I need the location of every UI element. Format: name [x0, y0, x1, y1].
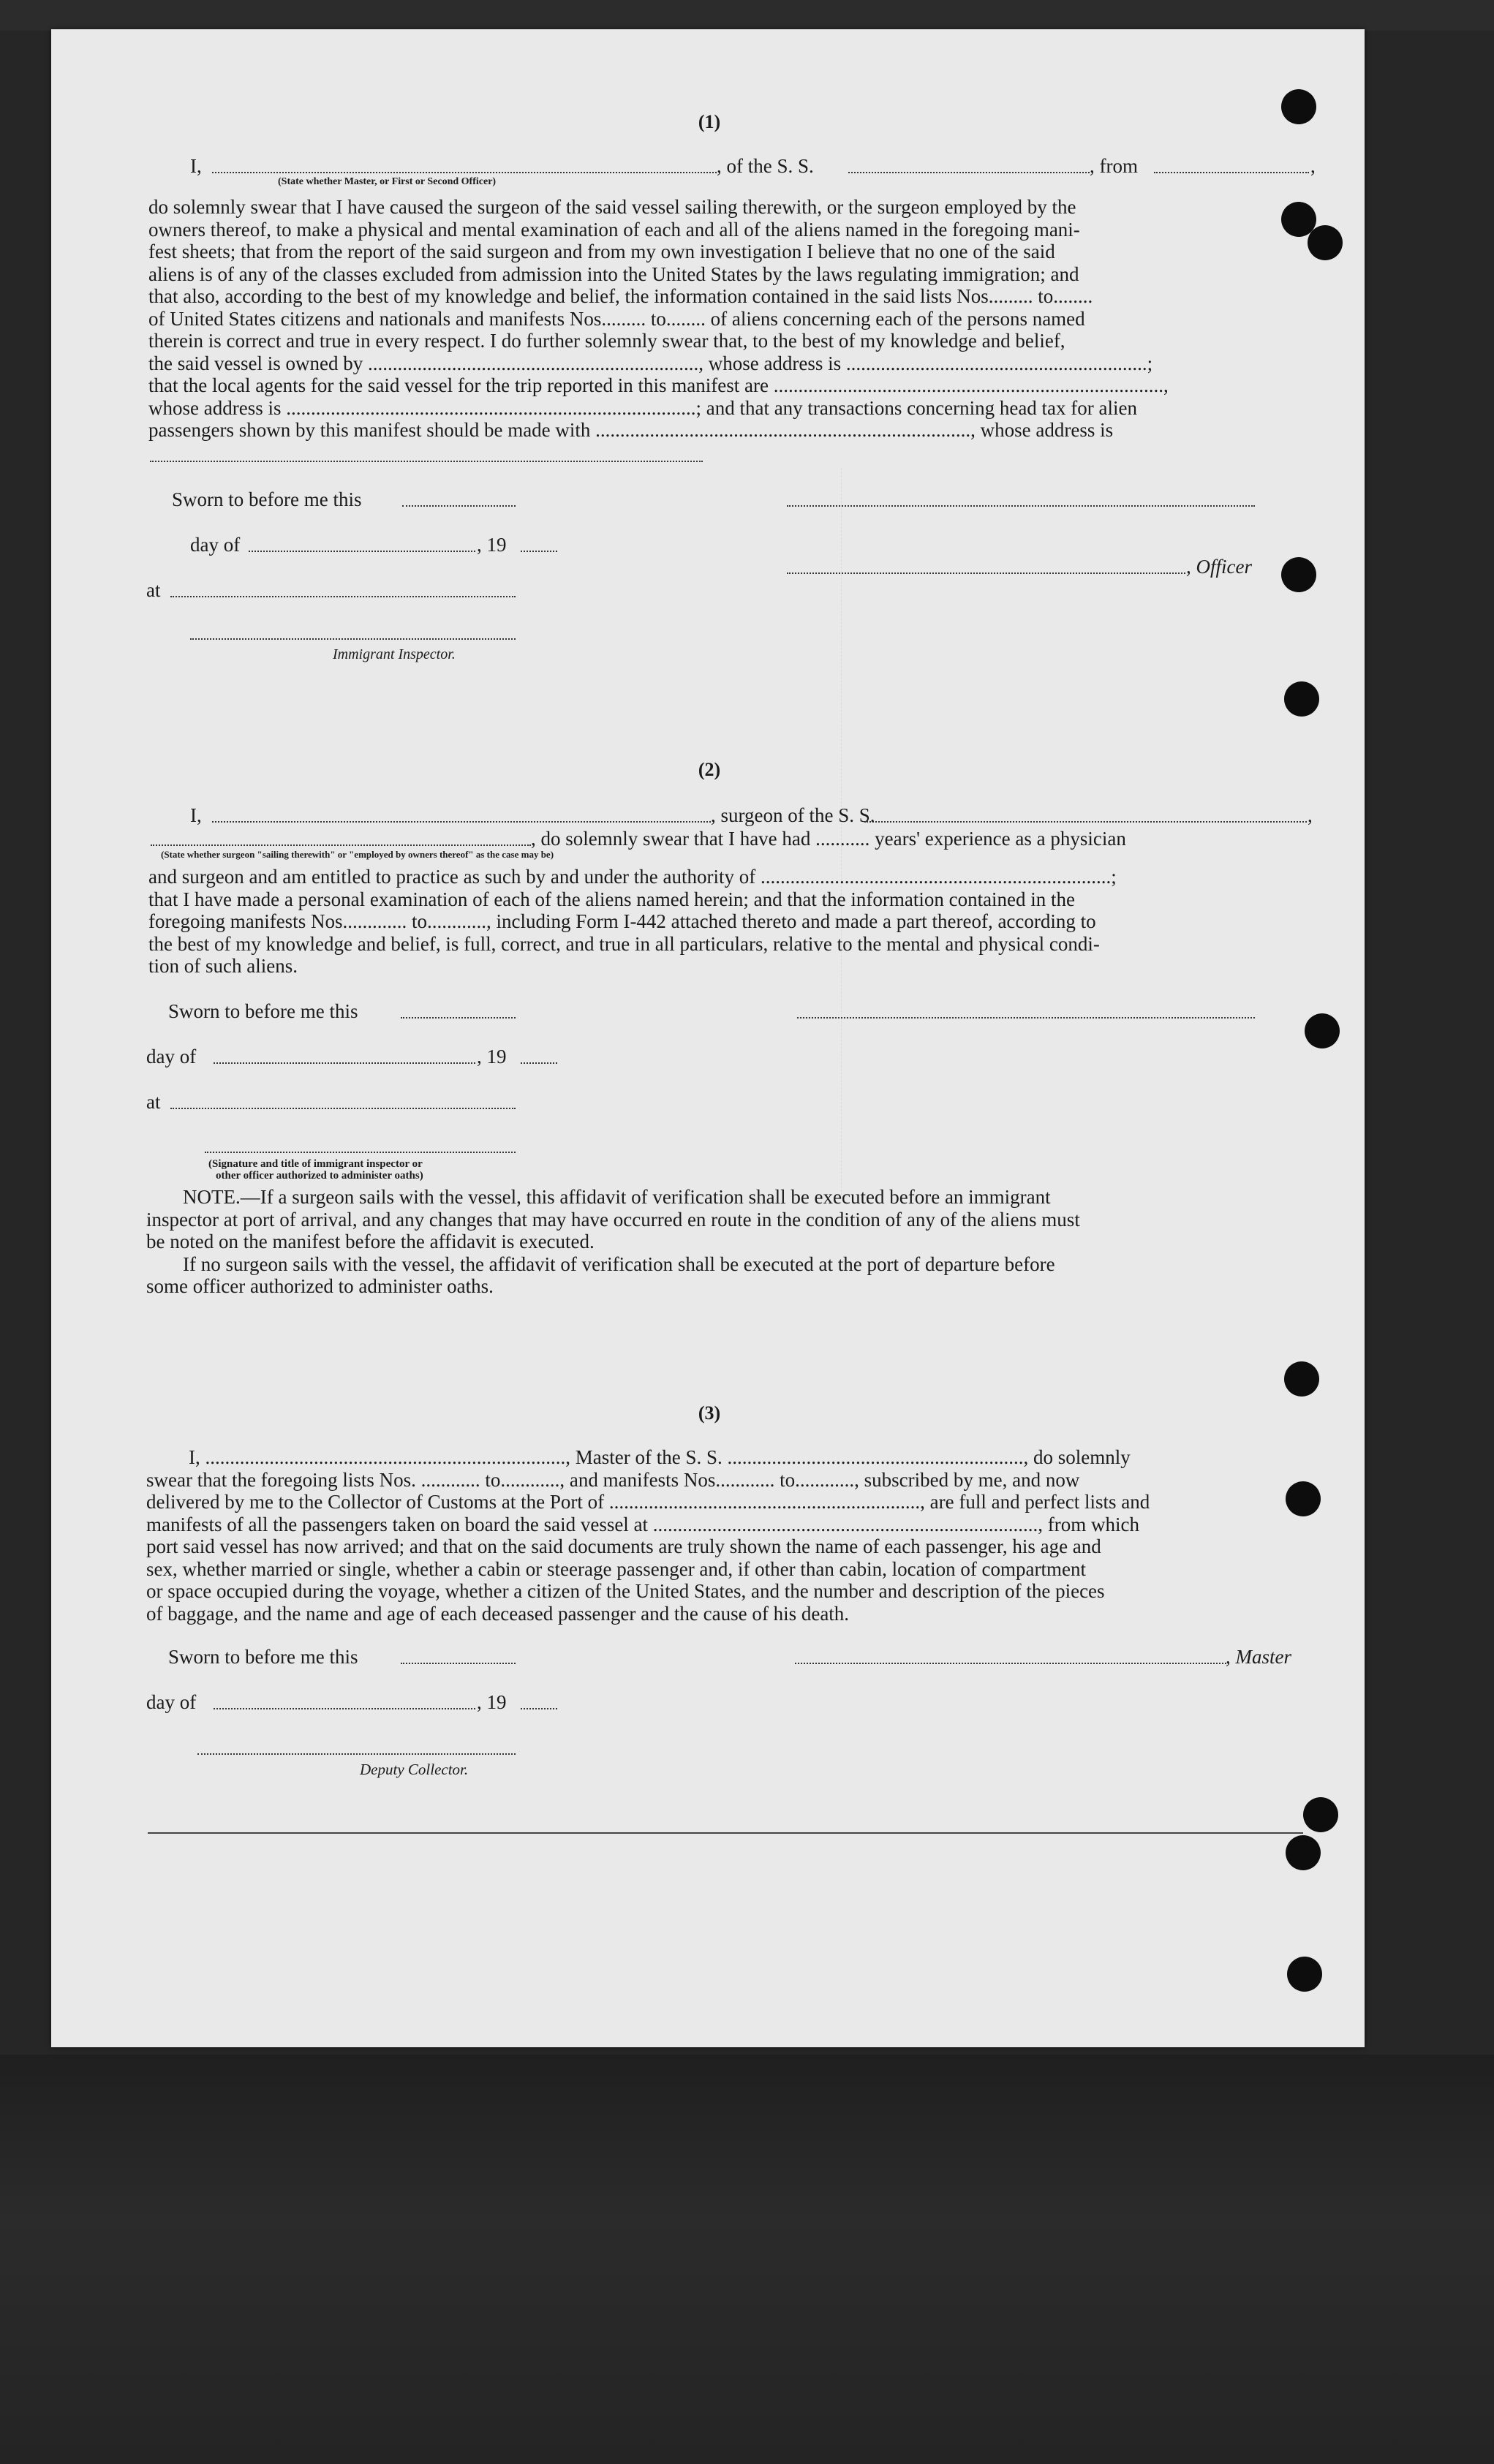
section-1-body — [148, 196, 1316, 442]
s2-swear-line: , do solemnly swear that I have had ........... years' experience as a physician — [531, 828, 1126, 850]
s3-body-line: I, ........................................................................., Master of the S. S. ............................................................, do solemnly — [189, 1446, 1131, 1468]
s2-inspector-signature-field[interactable] — [205, 1152, 516, 1153]
s1-body-line: passengers shown by this manifest should be made with ............................................................................, whose address is — [148, 419, 1114, 441]
note-line: inspector at port of arrival, and any changes that may have occurred en route in the condition of any of the aliens must — [146, 1208, 1080, 1231]
s3-body-line: sex, whether married or single, whether a cabin or steerage passenger and, if other than cabin, location of compartment — [146, 1557, 1087, 1580]
note-line: some officer authorized to administer oaths. — [146, 1275, 494, 1297]
s3-body-line: swear that the foregoing lists Nos. ............ to............, and manifests Nos............ to............, subscribed by me, and now — [146, 1468, 1080, 1491]
s2-surgeon-of-ss: , surgeon of the S. S. — [711, 804, 875, 826]
section-3-body — [146, 1446, 1316, 1625]
surgeon-name-field[interactable] — [212, 821, 711, 823]
scan-background — [0, 2055, 1494, 2464]
s1-body-line: fest sheets; that from the report of the said surgeon and from my own investigation I believe that no one of the said — [148, 241, 1055, 262]
s3-body-line: delivered by me to the Collector of Customs at the Port of ..............................................................., are full and perfect lists and — [146, 1491, 1150, 1513]
s1-body-line: therein is correct and true in every respect. I do further solemnly swear that, to the best of my knowledge and belief, — [148, 330, 1065, 352]
s1-from: , from — [1090, 155, 1138, 177]
s3-body-line: or space occupied during the voyage, whether a citizen of the United States, and the number and description of the pieces — [146, 1580, 1105, 1602]
note-line: be noted on the manifest before the affidavit is executed. — [146, 1231, 595, 1252]
s2-year: , 19 — [477, 1046, 507, 1067]
s1-comma: , — [1310, 155, 1316, 177]
s1-body-line: owners thereof, to make a physical and mental examination of each and all of the aliens named in the foregoing mani- — [148, 218, 1080, 241]
master-note: (State whether Master, or First or Second Officer) — [278, 176, 497, 187]
s2-comma: , — [1308, 804, 1313, 826]
master-signature-field[interactable] — [795, 1663, 1226, 1664]
s1-body-line: aliens is of any of the classes excluded from admission into the United States by the laws regulating immigration; and — [148, 262, 1079, 285]
s1-year-field[interactable] — [521, 551, 557, 552]
punch-hole — [1284, 681, 1319, 717]
s2-day-of: day of — [146, 1046, 197, 1067]
s1-body-line: the said vessel is owned by ..................................................................., whose address is .............................................................; — [148, 352, 1153, 374]
s3-body-line: port said vessel has now arrived; and that on the said documents are truly shown the name of each passenger, his age and — [146, 1535, 1101, 1557]
s2-body-line: and surgeon and am entitled to practice as such by and under the authority of .......................................................................; — [148, 866, 1117, 888]
s1-at: at — [146, 579, 161, 601]
s1-month-field[interactable] — [249, 551, 475, 552]
vessel-name-field[interactable] — [848, 172, 1090, 173]
surgeon-status-field[interactable] — [151, 844, 531, 846]
officer-label: , Officer — [1186, 556, 1252, 578]
note-line: NOTE.—If a surgeon sails with the vessel, this affidavit of verification shall be executed before an immigrant — [183, 1186, 1051, 1208]
punch-hole — [1305, 1013, 1340, 1048]
s3-sworn: Sworn to before me this — [168, 1646, 358, 1668]
s2-sworn: Sworn to before me this — [168, 1000, 358, 1022]
surgeon-signature-field[interactable] — [797, 1017, 1255, 1019]
s1-place-field[interactable] — [170, 596, 516, 597]
punch-hole — [1286, 1835, 1321, 1870]
s1-of-ss: , of the S. S. — [717, 155, 814, 177]
s2-vessel-field[interactable] — [864, 821, 1307, 823]
s2-body-line: foregoing manifests Nos............. to............, including Form I-442 attached thereto and made a part thereof, according to — [148, 910, 1096, 932]
s1-body-line: whose address is ...................................................................................; and that any transactions concerning head tax for alien — [148, 396, 1137, 419]
sig-note-2: other officer authorized to administer oaths) — [216, 1170, 423, 1182]
note-line: If no surgeon sails with the vessel, the affidavit of verification shall be executed at the port of departure before — [183, 1252, 1055, 1275]
s3-body-line: manifests of all the passengers taken on board the said vessel at .............................................................................., from which — [146, 1513, 1140, 1535]
s2-year-field[interactable] — [521, 1062, 557, 1064]
surgeon-note: (State whether surgeon "sailing therewith" or "employed by owners thereof" as the case may be) — [161, 849, 554, 860]
section-2-number: (2) — [698, 759, 721, 780]
s1-body-line: that also, according to the best of my knowledge and belief, the information contained in the said lists Nos......... to........ — [148, 285, 1093, 307]
s2-place-field[interactable] — [170, 1108, 516, 1109]
officer-title-field[interactable] — [787, 572, 1185, 574]
punch-hole — [1303, 1797, 1338, 1832]
s1-body-line: of United States citizens and nationals and manifests Nos......... to........ of aliens concerning each of the persons named — [148, 307, 1085, 330]
punch-hole — [1286, 1481, 1321, 1516]
punch-hole — [1287, 1957, 1322, 1992]
surgeon-note-block — [146, 1186, 1316, 1298]
punch-hole — [1281, 89, 1316, 124]
collector-signature-field[interactable] — [197, 1753, 516, 1755]
section-2-body — [148, 866, 1316, 978]
s1-body-line: that the local agents for the said vessel for the trip reported in this manifest are ..............................................................................., — [148, 374, 1169, 396]
s2-body-line: tion of such aliens. — [148, 955, 298, 977]
punch-hole — [1284, 1361, 1319, 1397]
collector-label: Deputy Collector. — [360, 1761, 469, 1778]
s2-month-field[interactable] — [214, 1062, 475, 1064]
departure-port-field[interactable] — [1154, 172, 1309, 173]
s2-body-line: the best of my knowledge and belief, is full, correct, and true in all particulars, relative to the mental and physical condi- — [148, 932, 1100, 955]
head-tax-address-field[interactable] — [150, 461, 703, 462]
inspector-label: Immigrant Inspector. — [333, 646, 456, 662]
s3-month-field[interactable] — [214, 1708, 475, 1709]
s2-at: at — [146, 1091, 161, 1113]
inspector-signature-field[interactable] — [190, 638, 516, 640]
s3-body-line: of baggage, and the name and age of each deceased passenger and the cause of his death. — [146, 1602, 850, 1625]
bottom-rule — [148, 1832, 1303, 1834]
master-name-field[interactable] — [212, 172, 717, 173]
s3-year: , 19 — [477, 1691, 507, 1713]
s3-year-field[interactable] — [521, 1708, 557, 1709]
s3-sworn-date-field[interactable] — [401, 1663, 516, 1664]
scan-border-top — [0, 0, 1494, 31]
s1-year: , 19 — [477, 534, 507, 556]
punch-hole — [1281, 557, 1316, 592]
s1-sworn: Sworn to before me this — [172, 488, 362, 510]
s2-i: I, — [190, 804, 202, 826]
s1-i: I, — [190, 155, 202, 177]
section-1-number: (1) — [698, 111, 721, 132]
master-label: , Master — [1226, 1646, 1291, 1668]
officer-signature-field[interactable] — [787, 505, 1255, 507]
manifest-page — [51, 29, 1365, 2047]
punch-hole — [1308, 225, 1343, 260]
sig-note-1: (Signature and title of immigrant inspector or — [208, 1158, 423, 1170]
section-3-number: (3) — [698, 1402, 721, 1424]
s1-sworn-date-field[interactable] — [402, 505, 516, 507]
s2-sworn-date-field[interactable] — [401, 1017, 516, 1019]
s1-day-of: day of — [190, 534, 241, 556]
s2-body-line: that I have made a personal examination of each of the aliens named herein; and that the information contained in the — [148, 888, 1076, 910]
s1-body-line: do solemnly swear that I have caused the surgeon of the said vessel sailing therewith, or the surgeon employed by the — [148, 196, 1076, 218]
s3-day-of: day of — [146, 1691, 197, 1713]
